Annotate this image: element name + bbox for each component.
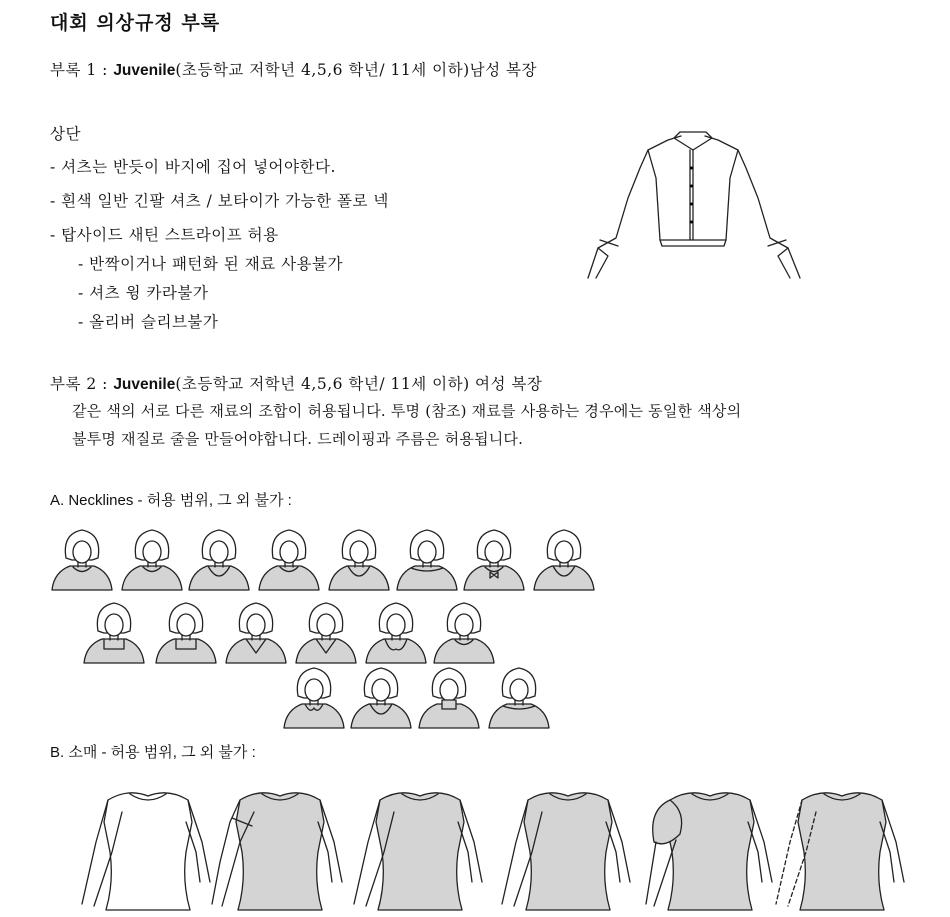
page-title: 대회 의상규정 부록 <box>50 12 221 34</box>
neckline-figure-icon <box>152 595 220 663</box>
sleeve-figure-icon <box>350 782 490 912</box>
appendix-2-paragraph-line: 불투명 재질로 줄을 만들어야합니다. 드레이핑과 주름은 허용됩니다. <box>72 430 524 448</box>
neckline-figure-icon <box>485 660 553 728</box>
appendix-1-suffix: (초등학교 저학년 4,5,6 학년/ 11세 이하)남성 복장 <box>175 61 537 79</box>
subrule-item: - 반짝이거나 패턴화 된 재료 사용불가 <box>78 255 343 273</box>
rule-item: - 흰색 일반 긴팔 셔츠 / 보타이가 가능한 폴로 넥 <box>50 192 389 210</box>
neckline-figure-icon <box>48 522 116 590</box>
sleeve-figure-icon <box>498 782 638 912</box>
neckline-figure-icon <box>280 660 348 728</box>
neckline-figure-icon <box>118 522 186 590</box>
neckline-figure-icon <box>460 522 528 590</box>
sleeve-figure-icon <box>640 782 780 912</box>
neckline-figure-icon <box>347 660 415 728</box>
sleeve-figure-icon <box>78 782 218 912</box>
appendix-2-suffix: (초등학교 저학년 4,5,6 학년/ 11세 이하) 여성 복장 <box>175 375 543 393</box>
neckline-figure-icon <box>530 522 598 590</box>
neckline-figure-icon <box>393 522 461 590</box>
neckline-figure-icon <box>415 660 483 728</box>
appendix-2-paragraph-line: 같은 색의 서로 다른 재료의 조합이 허용됩니다. 투명 (참조) 재료를 사용하는 경우에는 동일한 색상의 <box>72 402 742 420</box>
neckline-figure-icon <box>362 595 430 663</box>
appendix-2-juvenile: Juvenile <box>113 376 176 393</box>
upper-label: 상단 <box>50 125 81 143</box>
rule-item: - 셔츠는 반듯이 바지에 집어 넣어야한다. <box>50 158 336 176</box>
neckline-figure-icon <box>222 595 290 663</box>
shirt-icon <box>578 128 808 283</box>
appendix-1-juvenile: Juvenile <box>113 62 176 79</box>
neckline-figure-icon <box>255 522 323 590</box>
neckline-figure-icon <box>80 595 148 663</box>
sleeve-figure-icon <box>210 782 350 912</box>
appendix-2-heading <box>50 372 542 394</box>
appendix-2-prefix: 부록 2 : <box>50 375 114 393</box>
neckline-figure-icon <box>185 522 253 590</box>
subrule-item: - 셔츠 윙 카라불가 <box>78 284 209 302</box>
neckline-figure-icon <box>325 522 393 590</box>
section-a-heading: A. Necklines - 허용 범위, 그 외 불가 : <box>50 492 292 509</box>
appendix-1-prefix: 부록 1 : <box>50 61 114 79</box>
appendix-1-heading <box>50 58 537 80</box>
section-b-heading: B. 소매 - 허용 범위, 그 외 불가 : <box>50 744 256 761</box>
subrule-item: - 올리버 슬리브불가 <box>78 313 219 331</box>
sleeve-figure-icon <box>772 782 912 912</box>
neckline-figure-icon <box>292 595 360 663</box>
rule-item: - 탑사이드 새틴 스트라이프 허용 <box>50 226 279 244</box>
neckline-figure-icon <box>430 595 498 663</box>
